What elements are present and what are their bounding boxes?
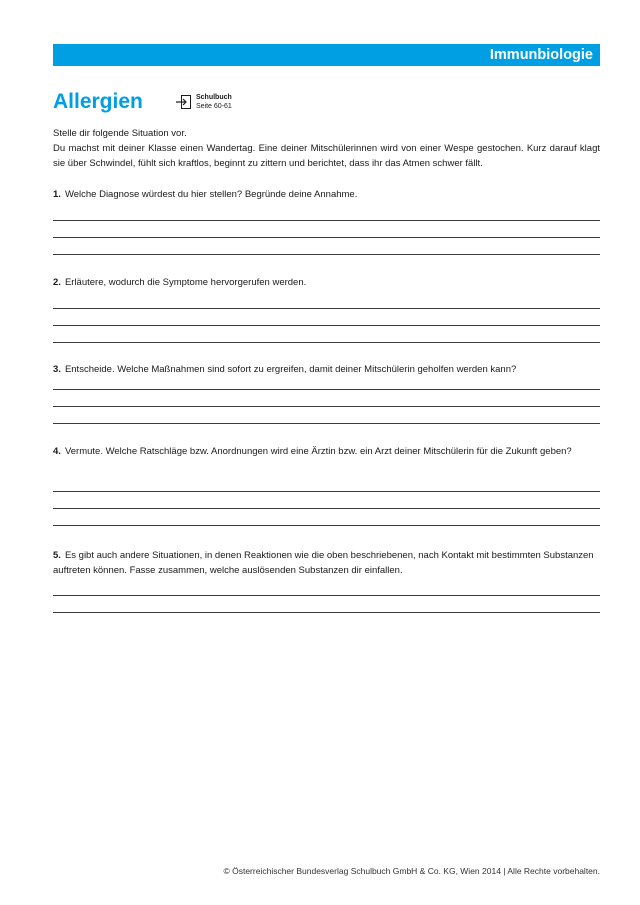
question-number: 1. bbox=[53, 189, 61, 200]
answer-line[interactable] bbox=[53, 342, 600, 343]
answer-line[interactable] bbox=[53, 595, 600, 596]
question-text: Welche Diagnose würdest du hier stellen? Begründe deine Annahme. bbox=[64, 189, 358, 200]
answer-line[interactable] bbox=[53, 406, 600, 407]
answer-line[interactable] bbox=[53, 508, 600, 509]
header-bar bbox=[53, 44, 600, 66]
question-4 bbox=[53, 444, 600, 459]
copyright-footer: © Österreichischer Bundesverlag Schulbuch GmbH & Co. KG, Wien 2014 | Alle Rechte vorbehalten. bbox=[223, 866, 600, 876]
book-reference bbox=[176, 93, 256, 115]
question-number: 5. bbox=[53, 550, 61, 561]
question-text: Erläutere, wodurch die Symptome hervorgerufen werden. bbox=[64, 277, 307, 288]
answer-line[interactable] bbox=[53, 220, 600, 221]
intro-text: Stelle dir folgende Situation vor. bbox=[53, 128, 187, 139]
page-title: Allergien bbox=[53, 90, 143, 113]
question-text: Entscheide. Welche Maßnahmen sind sofort zu ergreifen, damit deiner Mitschülerin geholfen werden kann? bbox=[64, 364, 517, 375]
question-text: Es gibt auch andere Situationen, in denen Reaktionen wie die oben beschriebenen, nach Kontakt mit bestimmten Substanzen auftreten können. Fasse zusammen, welche auslösenden Substanzen dir einfallen. bbox=[53, 550, 594, 576]
question-text: Vermute. Welche Ratschläge bzw. Anordnungen wird eine Ärztin bzw. ein Arzt deiner Mitschülerin für die Zukunft geben? bbox=[64, 446, 572, 457]
answer-line[interactable] bbox=[53, 491, 600, 492]
answer-line[interactable] bbox=[53, 612, 600, 613]
book-reference-label: Schulbuch bbox=[196, 94, 232, 101]
question-number: 4. bbox=[53, 446, 61, 457]
answer-line[interactable] bbox=[53, 308, 600, 309]
answer-line[interactable] bbox=[53, 423, 600, 424]
subject-label: Immunbiologie bbox=[489, 47, 593, 63]
question-1 bbox=[53, 187, 600, 202]
answer-line[interactable] bbox=[53, 389, 600, 390]
answer-line[interactable] bbox=[53, 325, 600, 326]
situation-text: Du machst mit deiner Klasse einen Wandertag. Eine deiner Mitschülerinnen wird von einer Wespe gestochen. Kurz darauf klagt sie über Schwindel, fühlt sich kraftlos, beginnt zu zittern und berichtet, dass ihr das Atmen schwer fällt. bbox=[53, 143, 600, 169]
question-2 bbox=[53, 275, 600, 290]
answer-line[interactable] bbox=[53, 254, 600, 255]
answer-line[interactable] bbox=[53, 237, 600, 238]
question-5 bbox=[53, 548, 600, 578]
question-number: 3. bbox=[53, 364, 61, 375]
question-number: 2. bbox=[53, 277, 61, 288]
book-link-icon bbox=[176, 95, 192, 109]
answer-line[interactable] bbox=[53, 525, 600, 526]
question-3 bbox=[53, 362, 600, 377]
book-reference-pages: Seite 60-61 bbox=[196, 103, 232, 110]
